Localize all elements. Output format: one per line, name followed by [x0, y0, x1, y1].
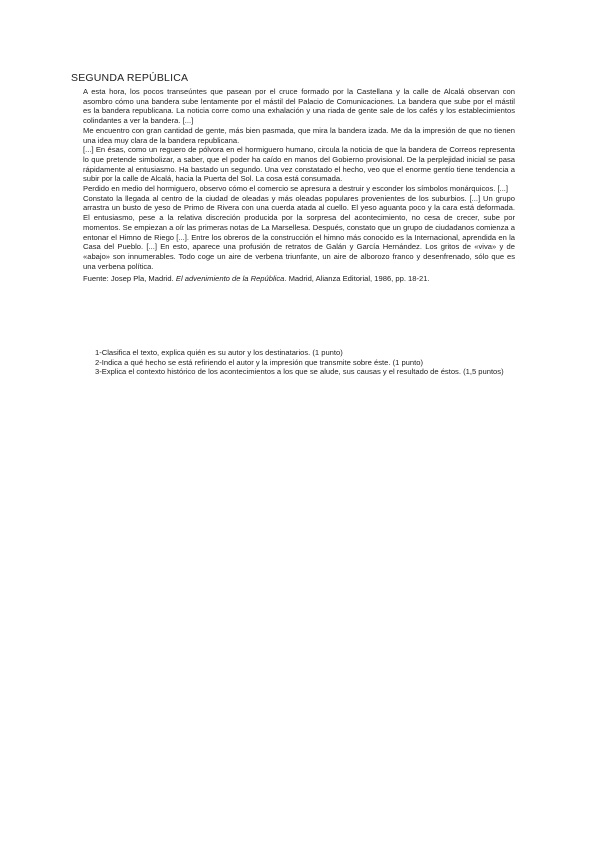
source-prefix: Fuente: Josep Pla, Madrid.: [83, 274, 176, 284]
question-item: 3-Explica el contexto histórico de los acontecimientos a los que se alude, sus causas y el resultado de éstos. (1,5 puntos): [95, 367, 504, 377]
question-item: 1-Clasifica el texto, explica quién es su autor y los destinatarios. (1 punto): [95, 348, 343, 357]
source-book-title: El advenimiento de la República: [175, 274, 285, 284]
paragraph: Me encuentro con gran cantidad de gente, más bien pasmada, que mira la bandera izada. Me da la impresión de que no tienen una idea muy clara de la bandera republicana.: [83, 125, 515, 145]
document-title: SEGUNDA REPÚBLICA: [71, 72, 189, 84]
question-item: 2-Indica a qué hecho se está refiriendo el autor y la impresión que transmite sobre éste. (1 punto): [95, 357, 423, 367]
paragraph: Perdido en medio del hormiguero, observo cómo el comercio se apresura a destruir y esconder los símbolos monárquicos. [...]: [83, 184, 509, 194]
document-text: [83, 87, 515, 284]
paragraph: A esta hora, los pocos transeúntes que pasean por el cruce formado por la Castellana y la calle de Alcalá observan con asombro cómo una bandera sube lentamente por el mástil del Palacio de Comunicaciones. La bandera que sube por el mástil es la bandera republicana. La noticia corre como una exhalación y una riada de gente sale de los cafés y los establecimientos colindantes a ver la bandera. [...]: [83, 87, 515, 126]
paragraph: Constato la llegada al centro de la ciudad de oleadas y más oleadas populares provenientes de los suburbios. [...] Un grupo arrastra un busto de yeso de Primo de Rivera con una cuerda atada al cuello. El yeso aguanta poco y la cara está deformada. El entusiasmo, pese a la relativa discreción producida por la sorpresa del acontecimiento, no cesa de crecer, sube por momentos. Se empiezan a oír las primeras notas de La Marsellesa. Después, constato que un grupo de ciudadanos comienza a entonar el Himno de Riego [...]. Entre los obreros de la construcción el himno más conocido es la Internacional, aprendida en la Casa del Pueblo. [...] En esto, aparece una profusión de retratos de Galán y García Hernández. Los gritos de «viva» y de «abajo» son innumerables. Todo coge un aire de verbena triunfante, un aire de alborozo franco y desenfrenado, sólo que es una verbena política.: [83, 193, 515, 271]
source-citation: [83, 274, 515, 284]
paragraph: [...] En ésas, como un reguero de pólvora en el hormiguero humano, circula la noticia de que la bandera de Correos representa lo que pretende simbolizar, a saber, que el poder ha caído en manos del Gobierno provisional. De la perplejidad inicial se pasa rápidamente al entusiasmo. Ha bastado un segundo. Una vez constatado el hecho, veo que el enorme gentío tiene tendencia a subir por la calle de Alcalá, hacia la Puerta del Sol. La cosa está consumada.: [83, 145, 515, 184]
source-suffix: . Madrid, Alianza Editorial, 1986, pp. 18-21.: [284, 274, 430, 284]
questions-list: [95, 348, 515, 377]
